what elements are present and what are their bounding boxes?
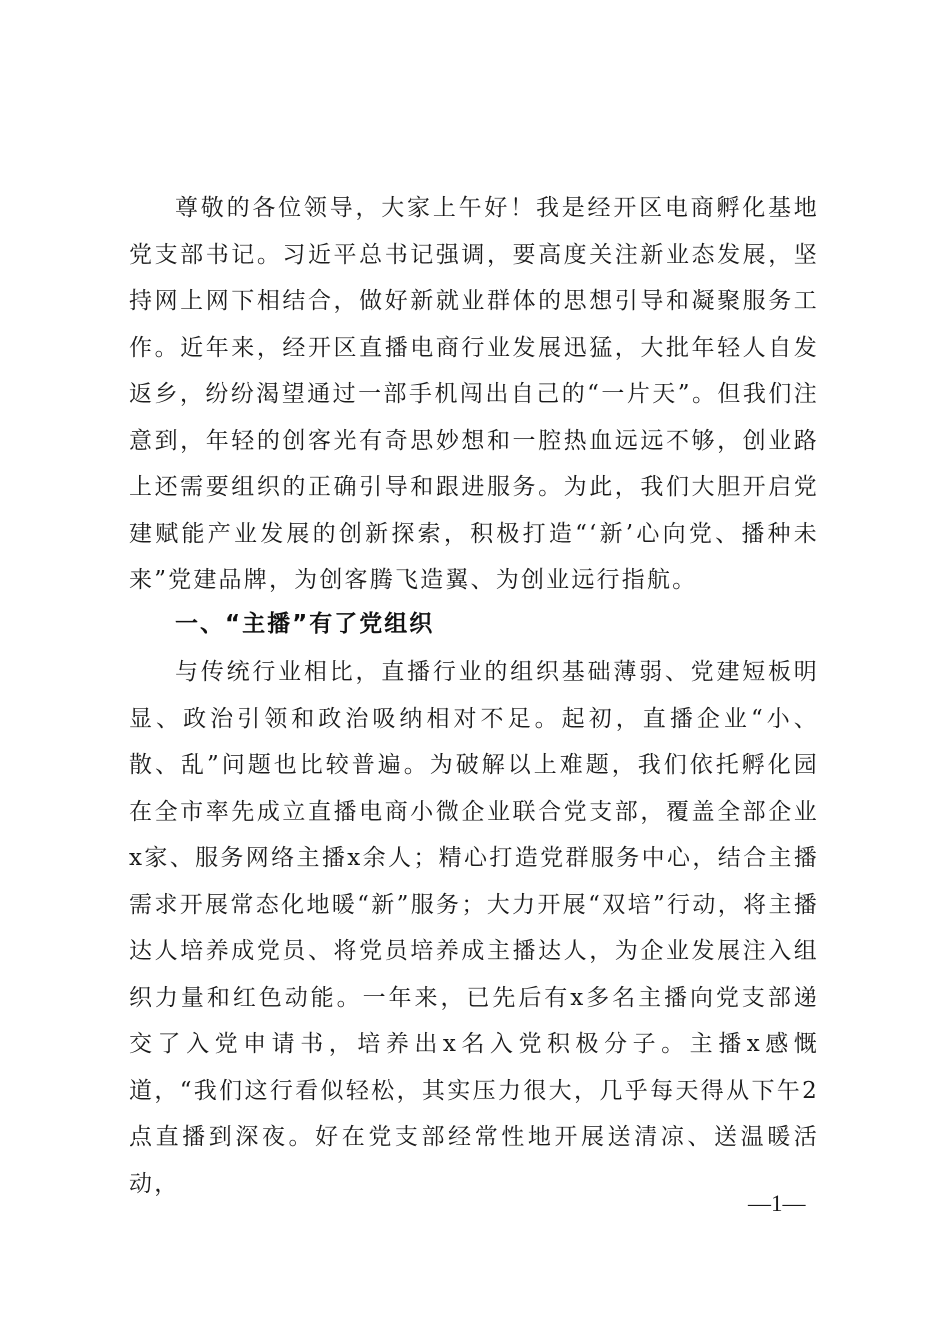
page-number: —1— [748,1191,806,1216]
intro-paragraph: 尊敬的各位领导，大家上午好！我是经开区电商孵化基地党支部书记。习近平总书记强调，要高度关注新业态发展，坚持网上网下相结合，做好新就业群体的思想引导和凝聚服务工作。近年来，经开区直播电商行业发展迅猛，大批年轻人自发返乡，纷纷渴望通过一部手机闯出自己的“一片天”。但我们注意到，年轻的创客光有奇思妙想和一腔热血远远不够，创业路上还需要组织的正确引导和跟进服务。为此，我们大胆开启党建赋能产业发展的创新探索，积极打造“‘新’心向党、播种未来”党建品牌，为创客腾飞造翼、为创业远行指航。 [129,195,819,593]
section-heading: 一、“主播”有了党组织 [175,611,435,637]
section-paragraph: 与传统行业相比，直播行业的组织基础薄弱、党建短板明显、政治引领和政治吸纳相对不足。起初，直播企业“小、散、乱”问题也比较普遍。为破解以上难题，我们依托孵化园在全市率先成立直播电商小微企业联合党支部，覆盖全部企业x家、服务网络主播x余人；精心打造党群服务中心，结合主播需求开展常态化地暖“新”服务；大力开展“双培”行动，将主播达人培养成党员、将党员培养成主播达人，为企业发展注入组织力量和红色动能。一年来，已先后有x多名主播向党支部递交了入党申请书，培养出x名入党积极分子。主播x感慨道，“我们这行看似轻松，其实压力很大，几乎每天得从下午2点直播到深夜。好在党支部经常性地开展送清凉、送温暖活动， [129,659,819,1197]
